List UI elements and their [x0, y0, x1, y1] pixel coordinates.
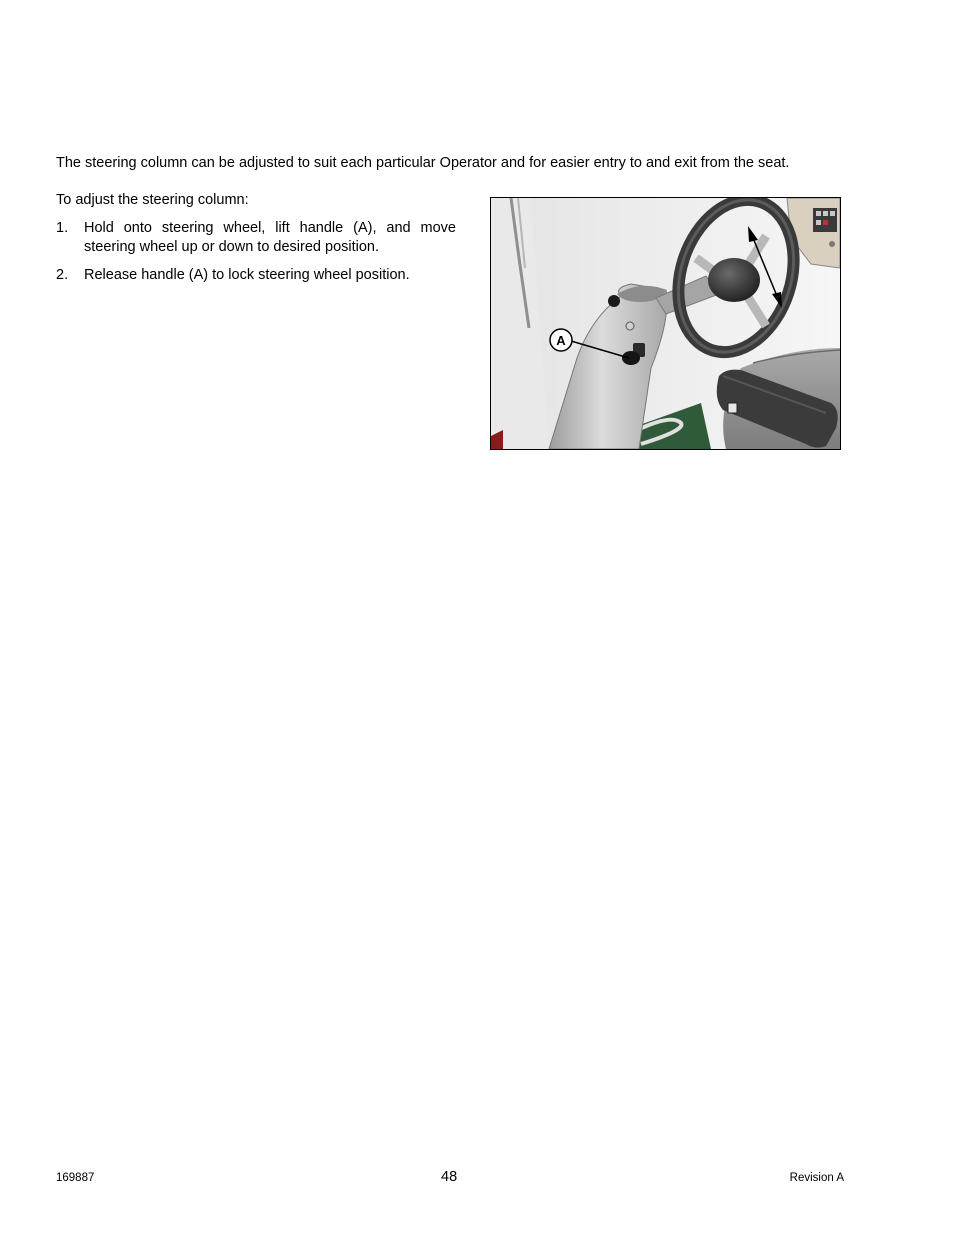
- callout-a-label: A: [556, 333, 566, 348]
- step-text: Release handle (A) to lock steering wheel position.: [84, 267, 410, 283]
- procedure-lead: To adjust the steering column:: [56, 192, 249, 208]
- step-item: [56, 266, 456, 285]
- document-number: 169887: [56, 1172, 95, 1184]
- page-number: 48: [441, 1169, 458, 1185]
- steering-column-illustration: [490, 197, 841, 450]
- procedure-steps: [56, 219, 456, 294]
- step-text: Hold onto steering wheel, lift handle (A), and move steering wheel up or down to desired position.: [84, 220, 456, 255]
- step-number: 1.: [56, 220, 69, 236]
- step-item: [56, 219, 456, 257]
- intro-paragraph: The steering column can be adjusted to suit each particular Operator and for easier entry to and exit from the seat.: [56, 155, 790, 171]
- revision-label: Revision A: [789, 1172, 844, 1184]
- step-number: 2.: [56, 267, 69, 283]
- steering-column-drawing: [491, 198, 840, 449]
